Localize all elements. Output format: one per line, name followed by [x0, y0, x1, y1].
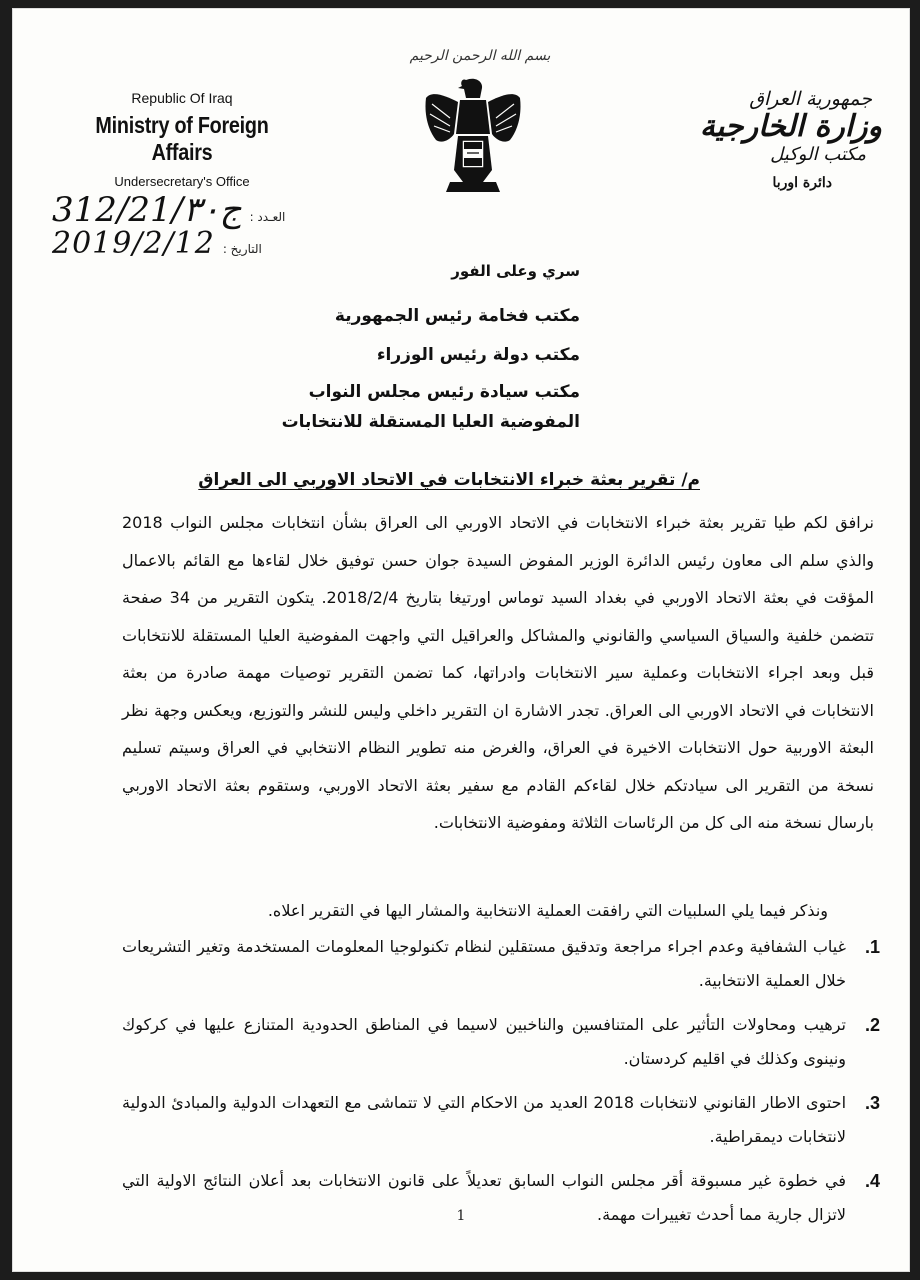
item-text: غياب الشفافية وعدم اجراء مراجعة وتدقيق مستقلين لنظام تكنولوجيا المعلومات المستخدمة وتغير التشريعات خلال العملية الانتخابية. — [122, 937, 846, 990]
item-number: 1. — [864, 937, 880, 957]
arabic-letterhead — [642, 88, 882, 191]
body-paragraph: نرافق لكم طيا تقرير بعثة خبراء الانتخابات في الاتحاد الاوربي الى العراق بشأن انتخابات مجلس النواب 2018 والذي سلم الى معاون رئيس الدائرة الوزير المفوض السيدة جوان حسن توفيق خلال لقاءها مع القائم بالاعمال المؤقت في بعثة الاتحاد الاوربي في بغداد السيد توماس اورتيغا بتاريخ 2018/2/4. يتكون التقرير من 34 صفحة تتضمن خلفية والسياق السياسي والقانوني والمشاكل والعراقيل التي واجهت المفوضية العليا المستقلة للانتخابات قبل وبعد اجراء الانتخابات وعملية سير الانتخابات وادراتها، كما تضمن التقرير توصيات مهمة صادرة من بعثة الانتخابات في الاتحاد الاوربي الى العراق. تجدر الاشارة ان التقرير داخلي وليس للنشر والتوزيع، ويعكس وجهة نظر البعثة الاوربية حول الانتخابات الاخيرة في العراق، والغرض منه تطوير النظام الانتخابي في العراق وسيتم تسليم نسخة من التقرير الى سيادتكم خلال لقاءكم القادم مع سفير بعثة الاتحاد الاوربي، وستقوم بعثة الاتحاد الاوربي بارسال نسخة منه الى كل من الرئاسات الثلاثة ومفوضية الانتخابات. — [122, 513, 874, 832]
list-item — [122, 1086, 880, 1154]
recipient: المفوضية العليا المستقلة للانتخابات — [281, 412, 580, 432]
reference-number-row — [52, 190, 312, 230]
reference-number-label: العـدد : — [249, 210, 286, 224]
item-number: 2. — [864, 1015, 880, 1035]
document-page — [12, 8, 910, 1272]
negatives-list — [122, 930, 880, 1242]
recipient: مكتب فخامة رئيس الجمهورية — [334, 306, 580, 326]
item-number: 3. — [864, 1093, 880, 1113]
page-number: 1 — [456, 1208, 466, 1224]
reference-number: 312/21/ج٣٠ — [52, 190, 242, 230]
ministry-ar: وزارة الخارجية — [699, 109, 882, 144]
list-item — [122, 930, 880, 998]
iraq-eagle-emblem-icon — [420, 74, 526, 194]
reference-date-label: التاريخ : — [222, 242, 262, 256]
republic-ar: جمهورية العراق — [749, 88, 872, 110]
item-text: احتوى الاطار القانوني لانتخابات 2018 العديد من الاحكام التي لا تتماشى مع التعهدات الدولية والمبادئ الدولية لانتخابات ديمقراطية. — [122, 1093, 847, 1146]
english-letterhead — [52, 90, 312, 189]
ministry-en: Ministry of Foreign Affairs — [95, 112, 269, 165]
office-ar: مكتب الوكيل — [770, 144, 866, 165]
item-text: ترهيب ومحاولات التأثير على المتنافسين والناخبين لاسيما في المناطق الحدودية المتنازع عليها في كركوك ونينوى وكذلك في اقليم كردستان. — [122, 1015, 846, 1068]
reference-date-row — [52, 226, 312, 261]
item-number: 4. — [864, 1171, 880, 1191]
recipient: مكتب سيادة رئيس مجلس النواب — [308, 382, 580, 402]
item-text: في خطوة غير مسبوقة أقر مجلس النواب السابق تعديلاً على قانون الانتخابات بعد أعلان النتائج الاولية التي لاتزال جارية مما أحدث تغييرات مهمة. — [122, 1171, 846, 1224]
list-item — [122, 1008, 880, 1076]
classification: سري وعلى الفور — [451, 262, 580, 280]
recipient: مكتب دولة رئيس الوزراء — [376, 345, 580, 365]
basmala: بسم الله الرحمن الرحيم — [409, 48, 551, 64]
items-intro: ونذكر فيما يلي السلبيات التي رافقت العملية الانتخابية والمشار اليها في التقرير اعلاه. — [267, 901, 828, 920]
department-ar: دائرة اوربا — [772, 175, 832, 191]
office-en: Undersecretary's Office — [114, 174, 250, 189]
reference-date: 2019/2/12 — [52, 226, 215, 261]
republic-en: Republic Of Iraq — [131, 90, 233, 106]
subject-line: م/ تقرير بعثة خبراء الانتخابات في الاتحاد الاوربي الى العراق — [198, 470, 700, 490]
